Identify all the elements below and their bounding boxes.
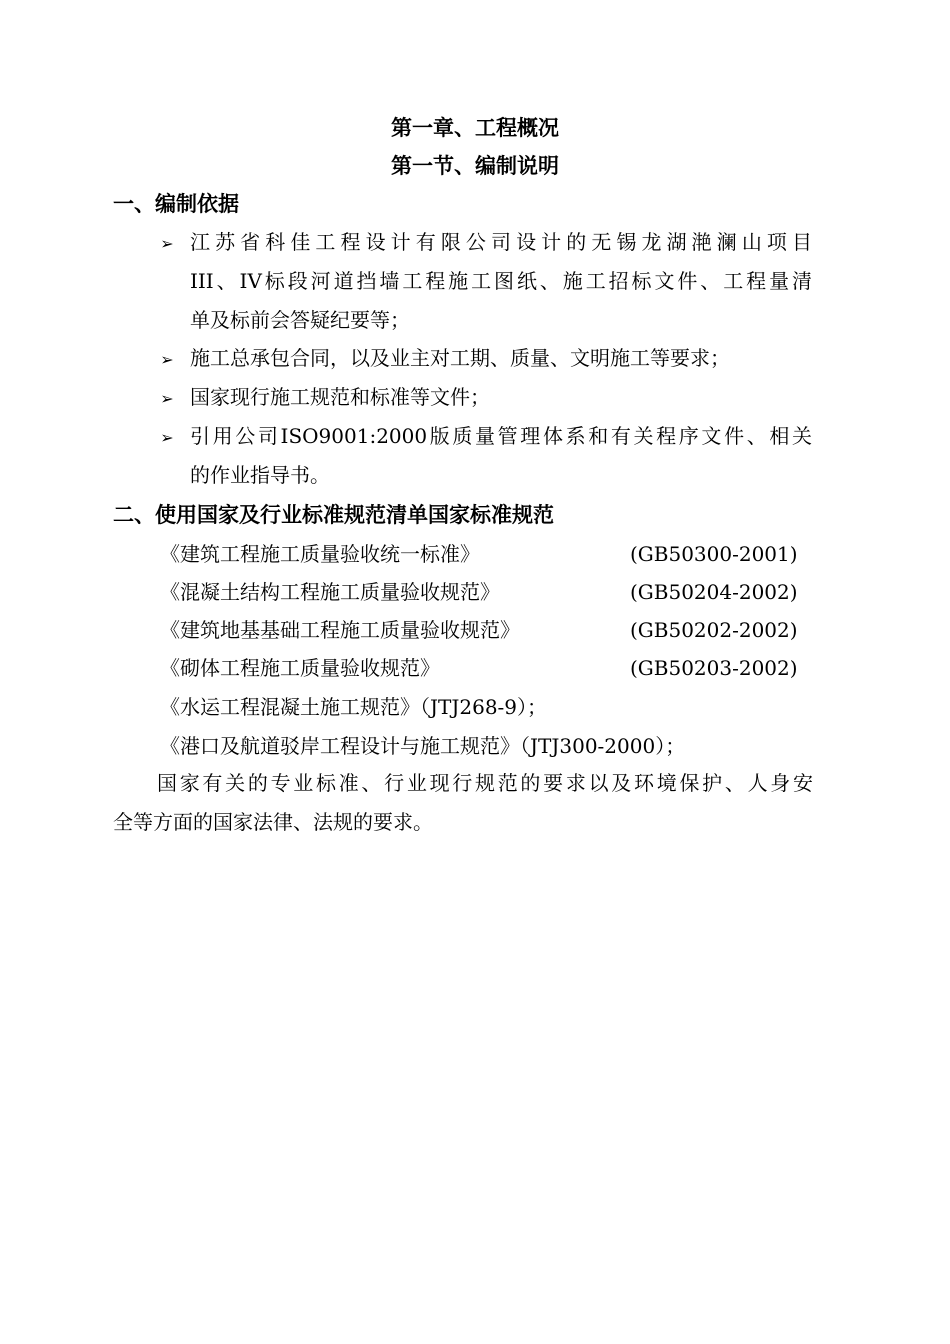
bullet-arrow-icon: ➢	[160, 350, 174, 369]
standard-extra: 《水运工程混凝土施工规范》（JTJ268-9）；	[160, 695, 548, 719]
chapter-title: 第一章、工程概况	[391, 115, 559, 140]
bullet-3: 国家现行施工规范和标准等文件；	[190, 385, 490, 409]
bullet-arrow-icon: ➢	[160, 389, 174, 408]
bullet-arrow-icon: ➢	[160, 234, 174, 253]
heading-standards: 二、使用国家及行业标准规范清单国家标准规范	[113, 502, 554, 527]
standard-extra: 《港口及航道驳岸工程设计与施工规范》（JTJ300-2000）；	[160, 734, 686, 758]
standard-name: 《砌体工程施工质量验收规范》	[160, 656, 440, 680]
bullet-1-line-1: 江苏省科佳工程设计有限公司设计的无锡龙湖滟澜山项目	[190, 230, 812, 254]
standard-name: 《混凝土结构工程施工质量验收规范》	[160, 580, 500, 604]
bullet-arrow-icon: ➢	[160, 428, 174, 447]
standard-name: 《建筑地基基础工程施工质量验收规范》	[160, 618, 520, 642]
bullet-2: 施工总承包合同，以及业主对工期、质量、文明施工等要求；	[190, 346, 730, 370]
bullet-1-line-2: III、IV标段河道挡墙工程施工图纸、施工招标文件、工程量清	[190, 269, 812, 293]
standard-code: (GB50203-2002)	[630, 656, 798, 680]
closing-line-2: 全等方面的国家法律、法规的要求。	[113, 810, 433, 834]
standard-name: 《建筑工程施工质量验收统一标准》	[160, 542, 480, 566]
closing-line-1: 国家有关的专业标准、行业现行规范的要求以及环境保护、人身安	[157, 771, 813, 795]
heading-basis: 一、编制依据	[113, 191, 239, 216]
section-title: 第一节、编制说明	[391, 153, 559, 178]
standard-code: (GB50204-2002)	[630, 580, 798, 604]
bullet-4-line-1: 引用公司ISO9001:2000版质量管理体系和有关程序文件、相关	[190, 424, 812, 448]
standard-code: (GB50202-2002)	[630, 618, 798, 642]
bullet-1-line-3: 单及标前会答疑纪要等；	[190, 308, 410, 332]
bullet-4-line-2: 的作业指导书。	[190, 463, 330, 487]
standard-code: (GB50300-2001)	[630, 542, 798, 566]
